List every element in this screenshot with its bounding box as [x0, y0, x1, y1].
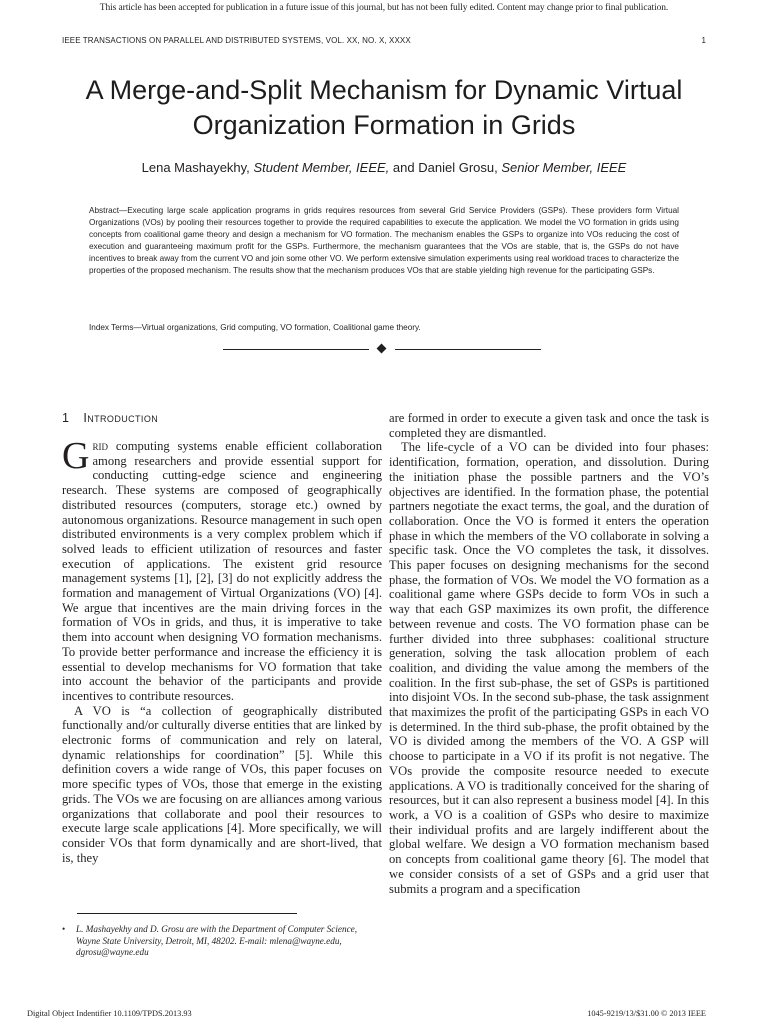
paragraph: are formed in order to execute a given task and once the task is completed they are dismantled. [389, 411, 709, 440]
page-footer [27, 1009, 706, 1018]
journal-name: IEEE TRANSACTIONS ON PARALLEL AND DISTRIBUTED SYSTEMS, VOL. XX, NO. X, XXXX [62, 36, 411, 45]
section-title: Introduction [83, 411, 159, 425]
footnote [62, 924, 382, 959]
paragraph: A VO is “a collection of geographically distributed functionally and/or culturally diverse entities that are linked by electronic forms of communication and rely on lateral, dynamic relationships for coordination” [5]. While this definition covers a wide range of VOs, this paper focuses on more specific types of VOs, those that emerge in the existing grids. The VOs we are focusing on are alliances among various organizations that collaborate and pool their resources to execute large scale applications [4]. More specifically, we will consider VOs that form dynamically and are short-lived, that is, they [62, 703, 382, 865]
abstract: Abstract—Executing large scale application programs in grids requires resources from several Grid Service Providers (GSPs). These providers form Virtual Organizations (VOs) by pooling their resources together to provide the required capabilities to execute the application. We model the VO formation in grids using concepts from coalitional game theory and design a mechanism for VO formation. The mechanism enables the GSPs to organize into VOs reducing the cost of execution and guaranteeing maximum profit for the GSPs. Furthermore, the mechanism guarantees that the VOs are stable, that is, the GSPs do not have incentives to break away from the current VO and join some other VO. We perform extensive simulation experiments using real workload traces to characterize the properties of the proposed mechanism. The results show that the mechanism produces VOs that are stable yielding high revenue for the participating GSPs. [89, 206, 679, 276]
footnote-text: L. Mashayekhy and D. Grosu are with the Department of Computer Science, Wayne State University, Detroit, MI, 48202. E-mail: mlena@wayne.edu, dgrosu@wayne.edu [76, 924, 358, 957]
author-line [40, 160, 728, 175]
author-1: Lena Mashayekhy, [141, 160, 250, 175]
divider-line-left [223, 349, 369, 350]
paragraph: The life-cycle of a VO can be divided into four phases: identification, formation, operation, and dissolution. During the initiation phase the possible partners and the VO’s objectives are identified. In the formation phase, the potential partners negotiate the exact terms, the goal, and the duration of collaboration. Once the VO is formed it enters the operation phase in which the members of the VO collaborate in solving a specific task. Once the VO completes the task, it dissolves. This paper focuses on designing mechanisms for the second phase, the formation of VOs. We model the VO formation as a coalitional game where GSPs decide to form VOs in such a way that each GSP maximizes its own profit, the difference between revenue and costs. The VO formation phase can be further divided into three subphases: coalitional structure generation, solving the task allocation problem of each coalition, and dividing the value among the members of the coalition. In the first sub-phase, the set of GSPs is partitioned into disjoint VOs. In the second sub-phase, the task assignment that maximizes the profit of the participating GSPs in each VO is determined. In the third sub-phase, the profit obtained by the VO is divided among the members of the VO. A GSP will choose to participate in a VO if its profit is not negative. The VOs provide the composite resource needed to execute applications. A VO is traditionally conceived for the sharing of resources, but it can also represent a business model [4]. In this work, a VO is a coalition of GSPs who desire to maximize their individual profits and are largely indifferent about the global welfare. We design a VO formation mechanism based on concepts from coalitional game theory [6]. The model that we consider consists of a set of GSPs and a grid user that submits a program and a specification [389, 440, 709, 896]
left-column [62, 411, 382, 865]
author-2-role: Senior Member, IEEE [501, 160, 627, 175]
diamond-icon [377, 344, 387, 354]
first-word-rest: rid [92, 439, 108, 453]
doi-text: Digital Object Indentifier 10.1109/TPDS.2013.93 [27, 1009, 192, 1018]
page-number: 1 [701, 36, 706, 45]
author-conjunction: and [392, 160, 415, 175]
section-number: 1 [62, 411, 70, 425]
index-terms: Index Terms—Virtual organizations, Grid computing, VO formation, Coalitional game theory. [89, 323, 421, 332]
paragraph-text: computing systems enable efficient collaboration among researchers and provide essential support for conducting cutting-edge science and engineering research. These systems are composed of geographically distributed resources (computers, storage etc.) owned by autonomous organizations. Resource management in such open distributed environments is a very complex problem which if solved leads to efficient utilization of resources and faster execution of applications. The existent grid resource management systems [1], [2], [3] do not explicitly address the formation and management of Virtual Organizations (VO) [4]. We argue that incentives are the main driving forces in the formation of VOs in grids, and thus, it is imperative to take them into account when designing VO formation mechanisms. To provide better performance and increase the efficiency it is essential to develop mechanisms for VO formation that take into account the behavior of the participants and provide incentives to contribute resources. [62, 439, 382, 703]
paper-title: A Merge-and-Split Mechanism for Dynamic Virtual Organization Formation in Grids [85, 75, 683, 140]
right-column [389, 411, 709, 896]
author-2: Daniel Grosu, [418, 160, 498, 175]
divider-line-right [395, 349, 541, 350]
publication-notice: This article has been accepted for publication in a future issue of this journal, but has not been fully edited. Content may change prior to final publication. [99, 3, 669, 13]
running-head [62, 36, 706, 45]
section-divider [223, 343, 541, 357]
drop-cap: G [62, 435, 90, 477]
paragraph [62, 435, 382, 704]
footnote-bullet: • [62, 924, 66, 934]
footnote-rule [77, 913, 297, 914]
issn-text: 1045-9219/13/$31.00 © 2013 IEEE [587, 1009, 706, 1018]
author-1-role: Student Member, IEEE, [253, 160, 390, 175]
section-heading [62, 411, 382, 427]
